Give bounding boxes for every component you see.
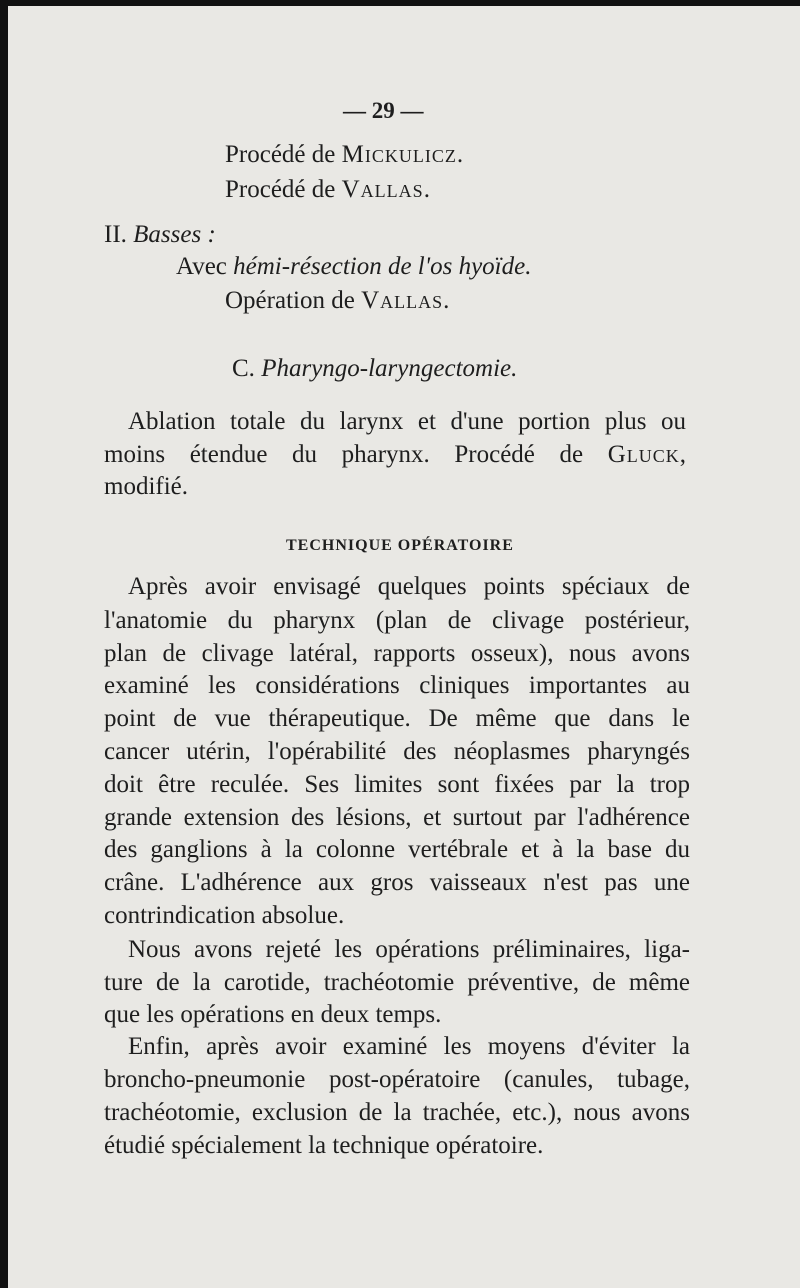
body-line: Nous avons rejeté les opérations préliminaires, liga- — [128, 936, 690, 963]
ablation-text: moins étendue du pharynx. Procédé de — [104, 441, 608, 468]
body-line: des ganglions à la colonne vertébrale et à la base du — [104, 836, 690, 863]
body-line: Après avoir envisagé quelques points spéciaux de — [128, 573, 690, 600]
outline-prefix: Avec — [176, 253, 234, 280]
body-line: contrindication absolue. — [104, 902, 345, 929]
outline-end: . — [443, 287, 450, 314]
author-name: Mickulicz — [341, 141, 457, 168]
body-line: crâne. L'adhérence aux gros vaisseaux n'est pas une — [104, 869, 690, 896]
outline-label: Basses : — [133, 221, 216, 248]
body-line: doit être reculée. Ses limites sont fixées par la trop — [104, 771, 690, 798]
body-line: l'anatomie du pharynx (plan de clivage postérieur, — [104, 607, 690, 634]
outline-procede-vallas — [225, 175, 430, 205]
body-line: examiné les considérations cliniques importantes au — [104, 672, 690, 699]
page-number: — 29 — — [343, 98, 424, 123]
section-title: Pharyngo-laryngectomie. — [261, 355, 518, 382]
body-line: que les opérations en deux temps. — [104, 1001, 442, 1028]
technique-heading: TECHNIQUE OPÉRATOIRE — [286, 537, 514, 554]
body-line: plan de clivage latéral, rapports osseux), nous avons — [104, 640, 690, 667]
body-line: Enfin, après avoir examiné les moyens d'éviter la — [128, 1033, 690, 1060]
body-line: trachéotomie, exclusion de la trachée, etc.), nous avons — [104, 1099, 690, 1126]
body-line: ture de la carotide, trachéotomie préventive, de même — [104, 969, 690, 996]
outline-end: . — [423, 176, 430, 203]
body-line: broncho-pneumonie post-opératoire (canules, tubage, — [104, 1066, 690, 1093]
outline-end: . — [456, 141, 464, 168]
ablation-line-1: Ablation totale du larynx et d'une portion plus ou — [128, 408, 686, 435]
ablation-line-3: modifié. — [104, 473, 189, 500]
outline-prefix: Opération de — [225, 287, 362, 314]
author-name: Vallas — [361, 287, 444, 314]
section-letter: C. — [232, 355, 262, 382]
book-page — [8, 6, 800, 1288]
author-name: Vallas — [341, 176, 424, 203]
outline-number: II. — [104, 221, 134, 248]
body-line: cancer utérin, l'opérabilité des néoplasmes pharyngés — [104, 738, 690, 765]
outline-operation-vallas — [225, 286, 449, 316]
outline-prefix: Procédé de — [225, 176, 342, 203]
outline-avec — [176, 252, 531, 282]
ablation-line-2 — [104, 440, 686, 470]
body-line: étudié spécialement la technique opératoire. — [104, 1132, 544, 1159]
section-c-title — [232, 354, 517, 384]
body-line: point de vue thérapeutique. De même que dans le — [104, 705, 690, 732]
outline-italic-text: hémi-résection de l'os hyoïde. — [233, 253, 532, 280]
ablation-punct: , — [679, 441, 686, 468]
author-name: Gluck — [607, 441, 680, 468]
outline-procede-mickulicz — [225, 140, 463, 170]
body-line: grande extension des lésions, et surtout par l'adhérence — [104, 804, 690, 831]
outline-prefix: Procédé de — [225, 141, 342, 168]
outline-item-ii — [104, 220, 216, 250]
